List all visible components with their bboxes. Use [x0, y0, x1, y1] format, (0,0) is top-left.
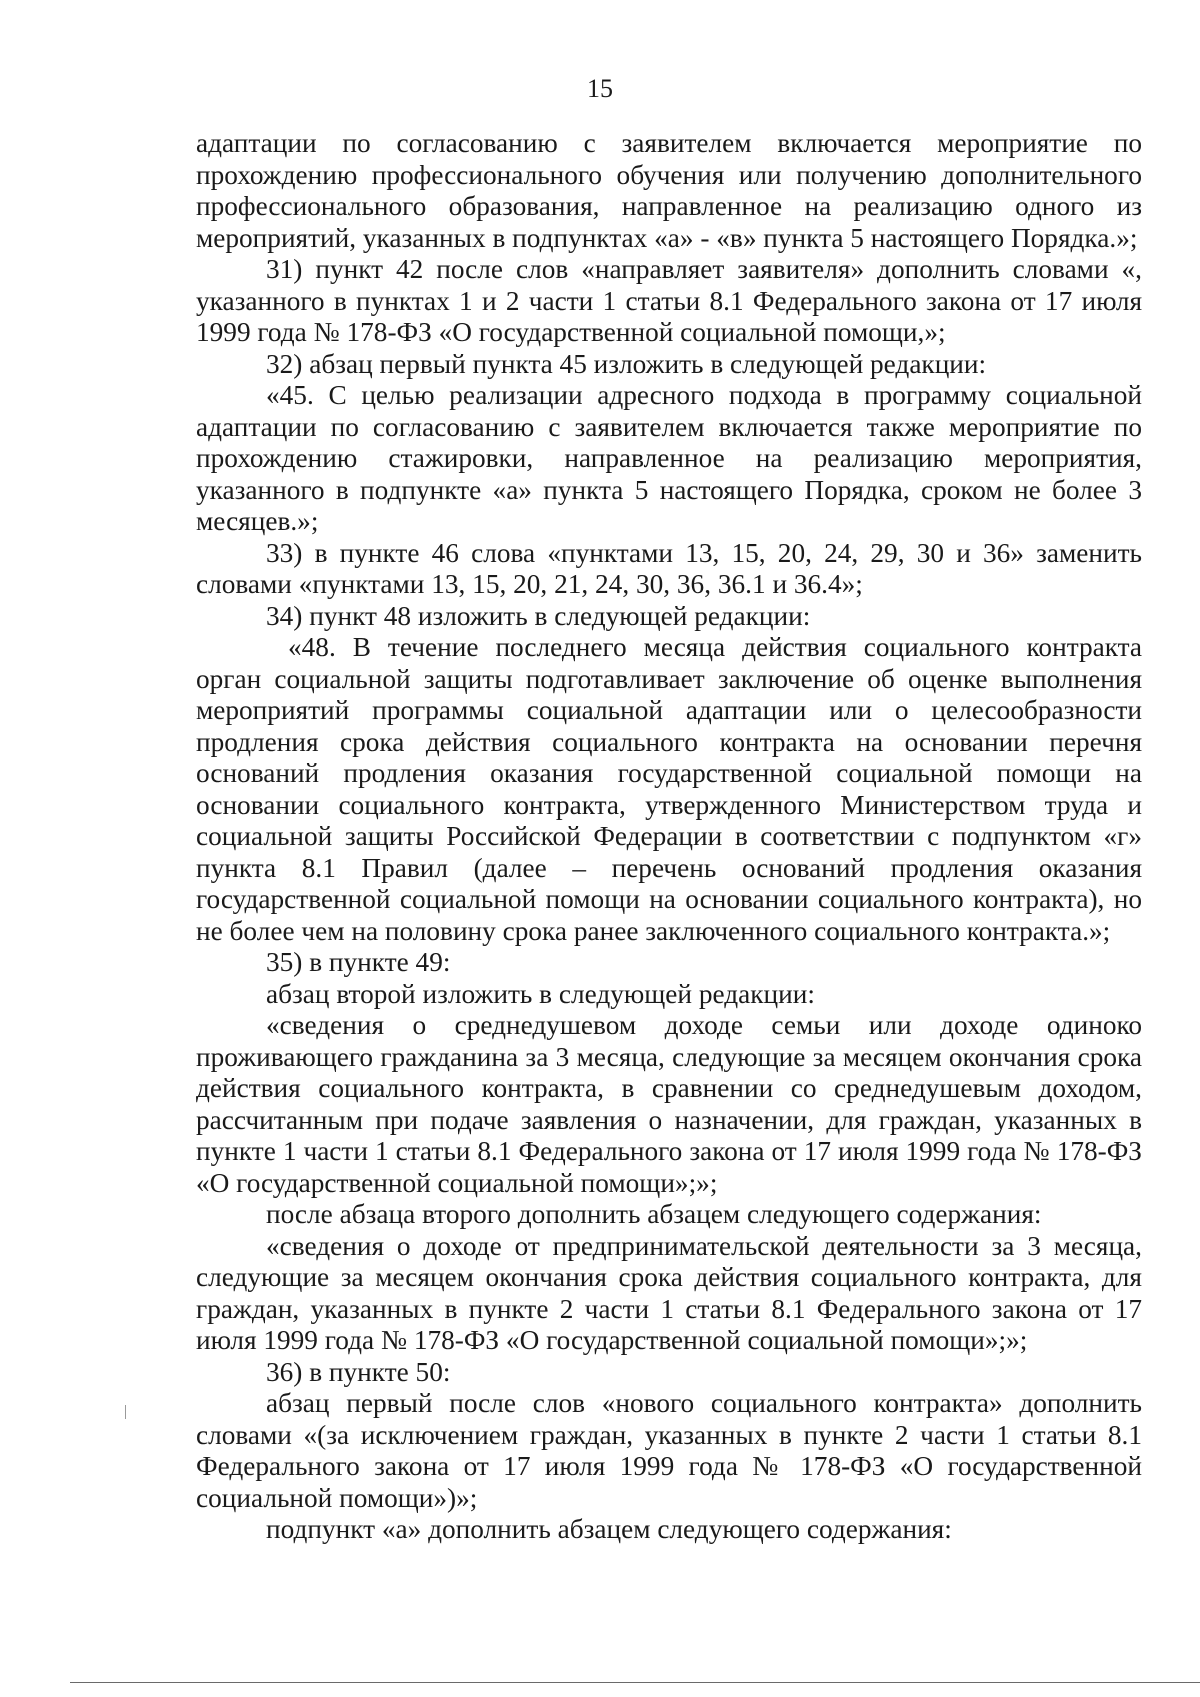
paragraph-item-34: 34) пункт 48 изложить в следующей редакции:	[266, 600, 811, 631]
paragraph-item-36: 36) в пункте 50:	[266, 1356, 451, 1387]
paragraph-after-abzac-second: после абзаца второго дополнить абзацем следующего содержания:	[266, 1199, 1042, 1229]
page-number: 15	[587, 74, 613, 103]
paragraph-subitem-a: подпункт «а» дополнить абзацем следующего содержания:	[266, 1514, 952, 1544]
paragraph-item-31: 31) пункт 42 после слов «направляет заявителя» дополнить словами «, указанного в пунктах 1 и 2 части 1 статьи 8.1 Федерального закона от 17 июля 1999 года № 178-ФЗ «О государственной социальной помощи,»;	[196, 254, 1142, 347]
paragraph-item-32: 32) абзац первый пункта 45 изложить в следующей редакции:	[266, 348, 987, 379]
document-body	[196, 128, 1142, 1546]
paragraph-quote-48: «48. В течение последнего месяца действия социального контракта орган социальной защиты подготавливает заключение об оценке выполнения мероприятий программы социальной адаптации или о целесообразности продления срока действия социального контракта на основании перечня оснований продления оказания государственной социальной помощи на основании социального контракта, утвержденного Министерством труда и социальной защиты Российской Федерации в соответствии с подпунктом «г» пункта 8.1 Правил (далее – перечень оснований продления оказания государственной социальной помощи на основании социального контракта), но не более чем на половину срока ранее заключенного социального контракта.»;	[196, 632, 1142, 946]
paragraph-abzac-second: абзац второй изложить в следующей редакции:	[266, 978, 815, 1009]
paragraph-item-33: 33) в пункте 46 слова «пунктами 13, 15, 20, 24, 29, 30 и 36» заменить словами «пунктами 13, 15, 20, 21, 24, 30, 36, 36.1 и 36.4»;	[196, 537, 1142, 599]
scan-margin-mark	[125, 1405, 126, 1419]
paragraph-item-35: 35) в пункте 49:	[266, 947, 451, 977]
paragraph-quote-svedeniya-predprinimatel: «сведения о доходе от предпринимательской деятельности за 3 месяца, следующие за месяцем окончания срока действия социального контракта, для граждан, указанных в пункте 2 части 1 статьи 8.1 Федерального закона от 17 июля 1999 года № 178-ФЗ «О государственной социальной помощи»;»;	[196, 1230, 1142, 1355]
scan-bottom-edge-line	[70, 1682, 1200, 1683]
paragraph-continuation: адаптации по согласованию с заявителем включается мероприятие по прохождению профессионального обучения или получению дополнительного профессионального образования, направленное на реализацию одного из мероприятий, указанных в подпунктах «а» - «в» пункта 5 настоящего Порядка.»;	[196, 128, 1142, 253]
paragraph-quote-45: «45. С целью реализации адресного подхода в программу социальной адаптации по согласованию с заявителем включается также мероприятие по прохождению стажировки, направленное на реализацию мероприятия, указанного в подпункте «а» пункта 5 настоящего Порядка, сроком не более 3 месяцев.»;	[196, 380, 1142, 536]
paragraph-quote-svedeniya-dohod-semi: «сведения о среднедушевом доходе семьи или доходе одиноко проживающего гражданина за 3 месяца, следующие за месяцем окончания срока действия социального контракта, в сравнении со среднедушевым доходом, рассчитанным при подаче заявления о назначении, для граждан, указанных в пункте 1 части 1 статьи 8.1 Федерального закона от 17 июля 1999 года № 178-ФЗ «О государственной социальной помощи»;»;	[196, 1010, 1142, 1198]
paragraph-abzac-first: абзац первый после слов «нового социального контракта» дополнить словами «(за исключением граждан, указанных в пункте 2 части 1 статьи 8.1 Федерального закона от 17 июля 1999 года № 178-ФЗ «О государственной социальной помощи»)»;	[196, 1388, 1142, 1513]
